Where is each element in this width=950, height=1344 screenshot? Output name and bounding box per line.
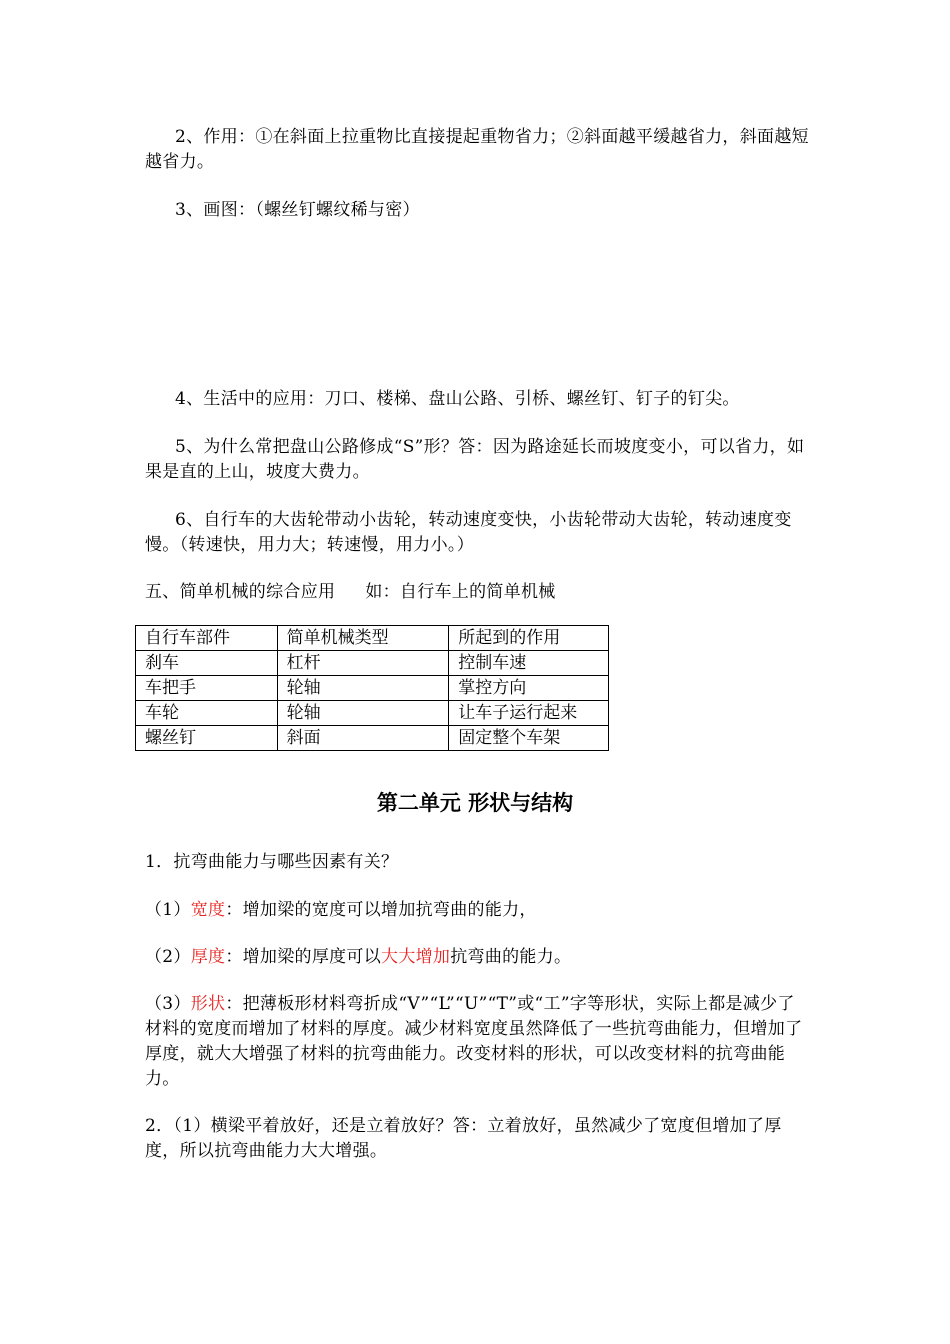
bicycle-machines-table	[135, 625, 609, 751]
factor-keyword: 厚度	[190, 947, 226, 967]
table-cell: 刹车	[136, 651, 278, 676]
table-header-cell: 所起到的作用	[449, 626, 609, 651]
question-1: 1．抗弯曲能力与哪些因素有关？	[145, 852, 399, 872]
factor-text: ：把薄板形材料弯折成“V”“L”“U”“T”或“工”字等形状，实际上都是减少了材料的宽度而增加了材料的厚度。减少材料宽度虽然降低了一些抗弯曲能力，但增加了厚度，就大大增强了材料的抗弯曲能力。改变材料的形状，可以改变材料的抗弯曲能力。	[145, 994, 803, 1089]
table-row	[136, 651, 609, 676]
section5-example: 如：自行车上的简单机械	[365, 582, 556, 602]
factor-thickness-paragraph	[145, 945, 810, 970]
table-row	[136, 726, 609, 751]
factor-number: （1）	[145, 900, 191, 920]
factor-number: （2）	[145, 947, 191, 967]
factor-shape-paragraph	[145, 992, 810, 1092]
factor-emphasis: 大大增加	[381, 947, 451, 967]
factor-width-paragraph	[145, 898, 810, 923]
question-2: 2．（1）横梁平着放好，还是立着放好？答：立着放好，虽然减少了宽度但增加了厚度，所以抗弯曲能力大大增强。	[145, 1116, 782, 1161]
table-cell: 杠杆	[277, 651, 449, 676]
table-header-row	[136, 626, 609, 651]
slope-drawing-paragraph: 3、画图：（螺丝钉螺纹稀与密）	[175, 200, 420, 220]
unit-title: 第二单元 形状与结构	[376, 791, 574, 815]
slope-effect-paragraph: 2、作用：①在斜面上拉重物比直接提起重物省力；②斜面越平缓越省力，斜面越短越省力。	[145, 127, 809, 172]
s-shape-road-paragraph: 5、为什么常把盘山公路修成“S”形？答：因为路途延长而坡度变小，可以省力，如果是直的上山，坡度大费力。	[145, 437, 805, 482]
table-header-cell: 自行车部件	[136, 626, 278, 651]
table-cell: 固定整个车架	[449, 726, 609, 751]
section5-heading-line	[145, 580, 810, 605]
table-row	[136, 676, 609, 701]
table-row	[136, 701, 609, 726]
table-cell: 控制车速	[449, 651, 609, 676]
table-cell: 螺丝钉	[136, 726, 278, 751]
section5-heading: 五、简单机械的综合应用	[145, 582, 336, 602]
table-header-cell: 简单机械类型	[277, 626, 449, 651]
table-cell: 斜面	[277, 726, 449, 751]
factor-text: ：增加梁的宽度可以增加抗弯曲的能力，	[225, 900, 537, 920]
table-cell: 车把手	[136, 676, 278, 701]
table-cell: 掌控方向	[449, 676, 609, 701]
table-cell: 让车子运行起来	[449, 701, 609, 726]
factor-text-end: 抗弯曲的能力。	[450, 947, 572, 967]
slope-applications-paragraph: 4、生活中的应用：刀口、楼梯、盘山公路、引桥、螺丝钉、钉子的钉尖。	[175, 389, 740, 409]
factor-text: ：增加梁的厚度可以	[225, 947, 382, 967]
table-cell: 轮轴	[277, 676, 449, 701]
table-cell: 轮轴	[277, 701, 449, 726]
factor-keyword: 形状	[190, 994, 226, 1014]
factor-keyword: 宽度	[190, 900, 226, 920]
table-cell: 车轮	[136, 701, 278, 726]
factor-number: （3）	[145, 994, 191, 1014]
drawing-space	[145, 240, 810, 380]
bicycle-gears-paragraph: 6、自行车的大齿轮带动小齿轮，转动速度变快，小齿轮带动大齿轮，转动速度变慢。（转速快，用力大；转速慢，用力小。）	[145, 510, 792, 555]
